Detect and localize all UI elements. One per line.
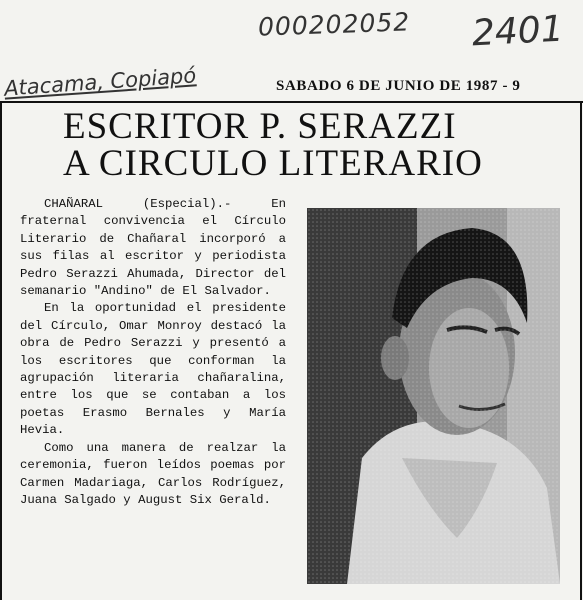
- archive-id-handwriting: 000202052: [257, 7, 411, 42]
- portrait-photo: [307, 208, 560, 584]
- divider-right: [580, 101, 582, 600]
- article-paragraph: CHAÑARAL (Especial).- En fraternal convivencia el Círculo Literario de Chañaral incorporó a sus filas al escritor y periodista Pedro Serazzi Ahumada, Director del semanario "Andino" de El Salvador.: [20, 197, 286, 299]
- headline: [63, 108, 533, 182]
- headline-line-2: A CIRCULO LITERARIO: [63, 143, 483, 184]
- page-ref-handwriting: 2401: [470, 8, 565, 55]
- article-paragraph: Como una manera de realzar la ceremonia, fueron leídos poemas por Carmen Madariaga, Carlos Rodríguez, Juana Salgado y August Six Gerald.: [20, 440, 286, 507]
- portrait-photo-icon: [307, 208, 560, 584]
- divider-top: [0, 101, 583, 103]
- dateline: SABADO 6 DE JUNIO DE 1987 - 9: [276, 78, 521, 94]
- headline-line-1: ESCRITOR P. SERAZZI: [63, 106, 457, 147]
- divider-left: [0, 101, 2, 600]
- article-body: [20, 196, 286, 509]
- source-note-handwriting: Atacama, Copiapó: [3, 63, 197, 101]
- article-paragraph: En la oportunidad el presidente del Círculo, Omar Monroy destacó la obra de Pedro Serazzi y presentó a los escritores que conforman la agrupación literaria chañaralina, entre los que se contaban a los poetas Erasmo Bernales y María Hevia.: [20, 301, 286, 438]
